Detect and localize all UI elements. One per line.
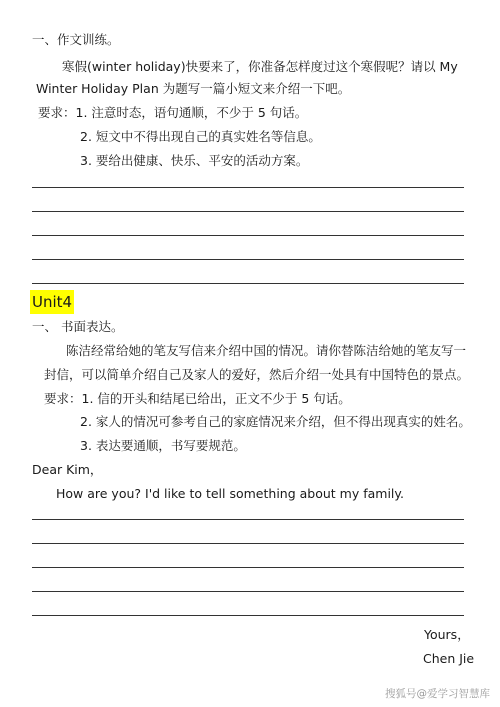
section1-requirement-2: 2. 短文中不得出现自己的真实姓名等信息。 xyxy=(80,129,321,144)
letter-opening: How are you? I'd like to tell something about my family. xyxy=(56,486,404,501)
writing-line xyxy=(32,259,464,260)
unit-label: Unit4 xyxy=(30,290,74,314)
section1-prompt-line2: Winter Holiday Plan 为题写一篇小短文来介绍一下吧。 xyxy=(36,81,351,96)
writing-line xyxy=(32,187,464,188)
writing-line xyxy=(32,519,464,520)
letter-closing: Yours， xyxy=(424,627,470,642)
writing-line xyxy=(32,543,464,544)
section2-prompt-line2: 封信，可以简单介绍自己及家人的爱好，然后介绍一处具有中国特色的景点。 xyxy=(44,367,470,382)
writing-line xyxy=(32,567,464,568)
writing-line xyxy=(32,235,464,236)
section1-requirement-3: 3. 要给出健康、快乐、平安的活动方案。 xyxy=(80,153,309,168)
section2-title: 一、 书面表达。 xyxy=(32,319,124,334)
watermark: 搜狐号@爱学习智慧库 xyxy=(385,688,490,700)
section2-prompt-line1: 陈洁经常给她的笔友写信来介绍中国的情况。请你替陈洁给她的笔友写一 xyxy=(66,343,467,358)
section2-requirement-1: 要求：1. 信的开头和结尾已给出，正文不少于 5 句话。 xyxy=(44,391,351,406)
writing-line xyxy=(32,283,464,284)
letter-greeting: Dear Kim， xyxy=(32,462,103,477)
section2-requirement-3: 3. 表达要通顺，书写要规范。 xyxy=(80,438,246,453)
section1-prompt-line1: 寒假(winter holiday)快要来了，你准备怎样度过这个寒假呢？请以 My xyxy=(62,59,458,74)
section1-requirement-1: 要求：1. 注意时态，语句通顺，不少于 5 句话。 xyxy=(38,105,308,120)
section2-requirement-2: 2. 家人的情况可参考自己的家庭情况来介绍，但不得出现真实的姓名。 xyxy=(80,414,471,429)
writing-line xyxy=(32,615,464,616)
letter-signature: Chen Jie xyxy=(423,651,475,666)
writing-line xyxy=(32,211,464,212)
writing-line xyxy=(32,591,464,592)
section1-title: 一、作文训练。 xyxy=(32,32,120,47)
